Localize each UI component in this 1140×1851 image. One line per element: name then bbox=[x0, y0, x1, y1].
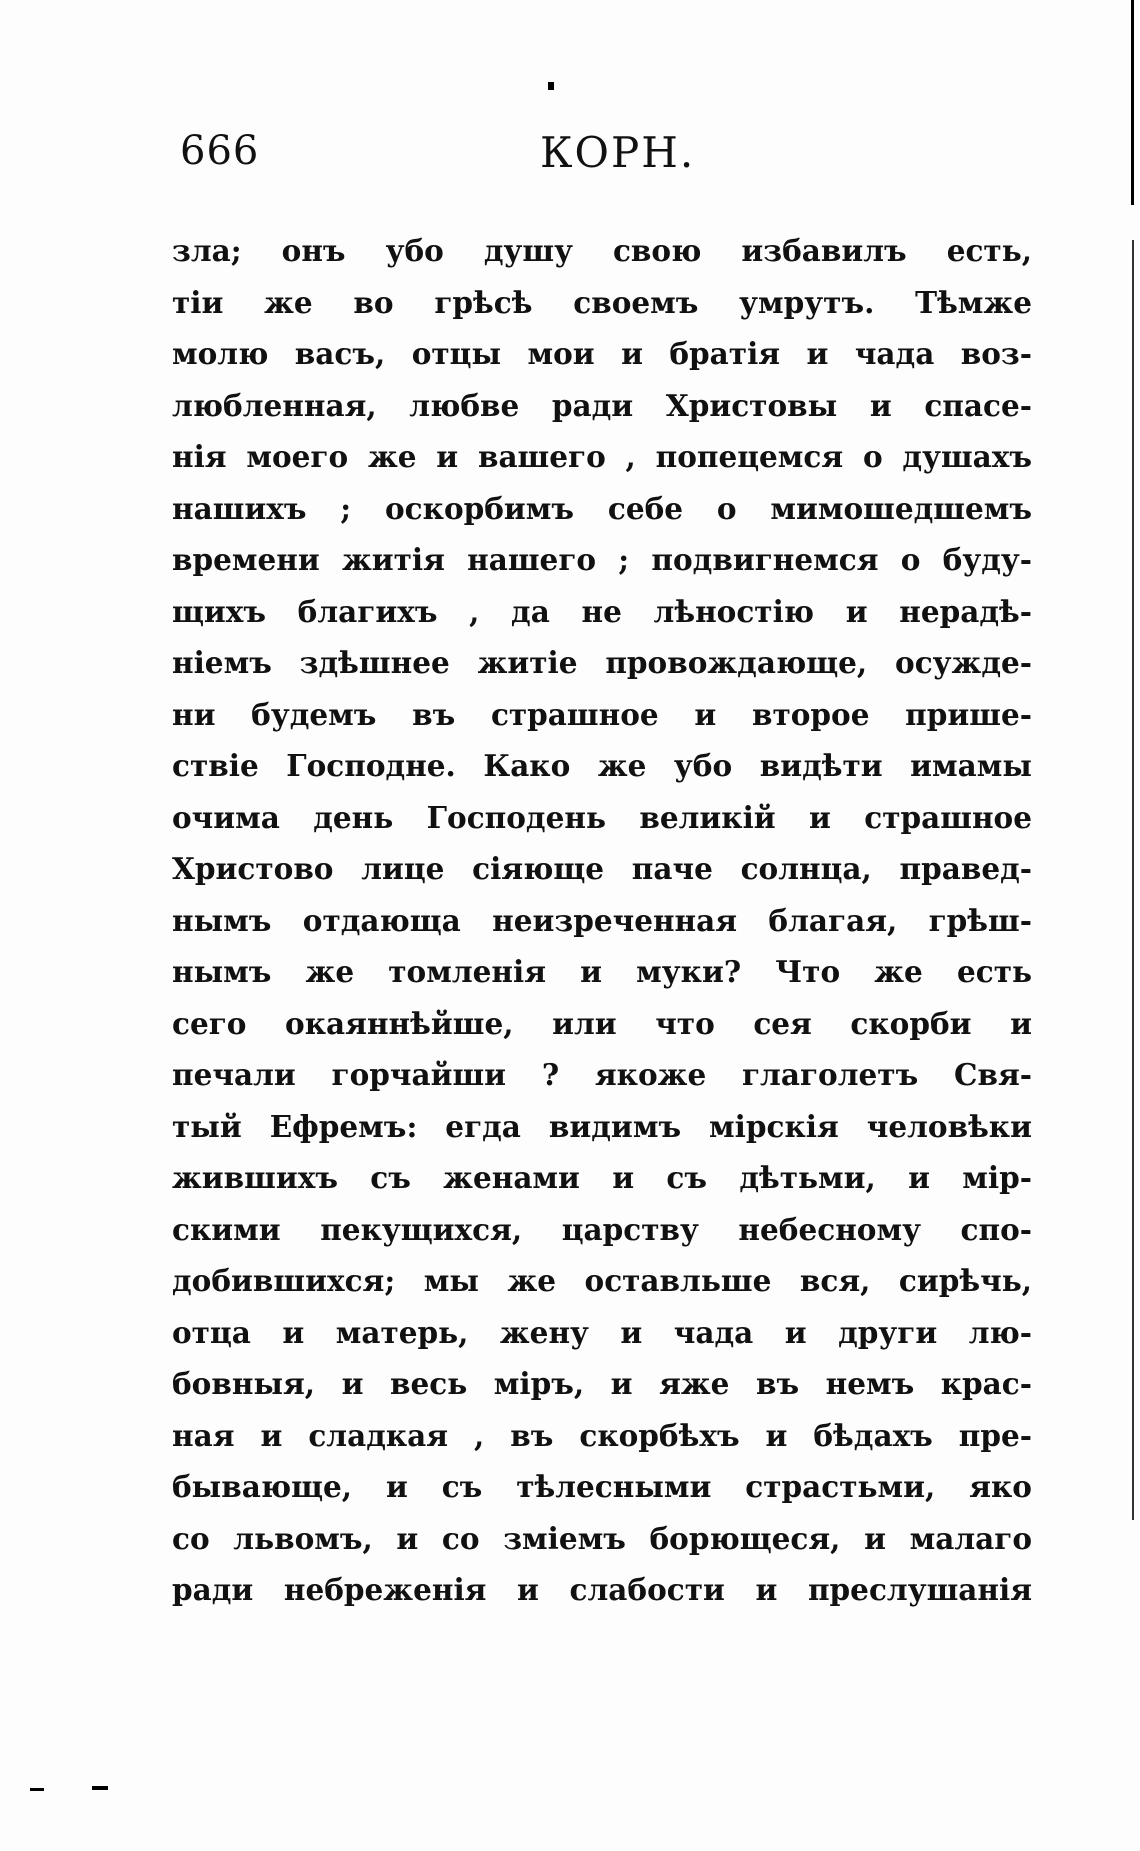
text-line: жившихъ съ женами и съ дѣтьми, и мір- bbox=[172, 1160, 1032, 1195]
text-line: нія моего же и вашего , попецемся о душахъ bbox=[172, 439, 1032, 474]
running-head: КОРН. bbox=[540, 128, 696, 177]
text-line: щихъ благихъ , да не лѣностію и нерадѣ- bbox=[172, 593, 1032, 629]
text-line: нымъ же томленія и муки? Что же есть bbox=[172, 954, 1032, 989]
text-line: со львомъ, и со змiемъ борющеся, и малаго bbox=[172, 1520, 1032, 1556]
page-number: 666 bbox=[180, 128, 260, 174]
text-line: добившихся; мы же оставльше вся, сирѣчь, bbox=[172, 1263, 1032, 1298]
scan-mark-bottom-left bbox=[30, 1788, 44, 1791]
text-line: тый Ефремъ: егда видимъ мірскія человѣки bbox=[172, 1108, 1032, 1144]
text-line: нымъ отдающа неизреченная благая, грѣш- bbox=[172, 902, 1032, 938]
text-line: времени житія нашего ; подвигнемся о буду- bbox=[172, 542, 1032, 577]
scan-edge-line bbox=[1132, 240, 1134, 1520]
text-line: отца и матерь, жену и чада и други лю- bbox=[172, 1314, 1032, 1350]
text-line: нашихъ ; оскорбимъ себе о мимошедшемъ bbox=[172, 490, 1032, 526]
text-line: сего окаяннѣйше, или что сея скорби и bbox=[172, 1005, 1032, 1041]
text-line: молю васъ, отцы мои и братія и чада воз- bbox=[172, 336, 1032, 371]
text-line: бовныя, и весь міръ, и яже въ немъ крас- bbox=[172, 1366, 1032, 1401]
body-text bbox=[172, 225, 1032, 1616]
text-line: ни будемъ въ страшное и второе прише- bbox=[172, 696, 1032, 732]
text-line: ная и сладкая , въ скорбѣхъ и бѣдахъ пре- bbox=[172, 1417, 1032, 1453]
page-header bbox=[180, 128, 740, 188]
text-line: печали горчайши ? якоже глаголетъ Свя- bbox=[172, 1057, 1032, 1092]
text-line: бывающе, и съ тѣлесными страстьми, яко bbox=[172, 1469, 1032, 1504]
text-line: ніемъ здѣшнее житіе провождающе, осужде- bbox=[172, 645, 1032, 680]
text-line: ствіе Господне. Како же убо видѣти имамы bbox=[172, 748, 1032, 783]
text-line: тіи же во грѣсѣ своемъ умрутъ. Тѣмже bbox=[172, 284, 1032, 320]
scan-mark-bottom-left-2 bbox=[92, 1786, 108, 1790]
scan-speck bbox=[548, 82, 554, 90]
text-line: любленная, любве ради Христовы и спасе- bbox=[172, 387, 1032, 423]
text-line: Христово лице сіяюще паче солнца, правед- bbox=[172, 851, 1032, 886]
text-line: ради небреженія и слабости и преслушанія bbox=[172, 1572, 1032, 1607]
text-line: очима день Господень великій и страшное bbox=[172, 799, 1032, 835]
scan-edge-line-top bbox=[1131, 0, 1134, 205]
text-line: скими пекущихся, царству небесному спо- bbox=[172, 1211, 1032, 1247]
text-line: зла; онъ убо душу свою избавилъ есть, bbox=[172, 233, 1032, 268]
